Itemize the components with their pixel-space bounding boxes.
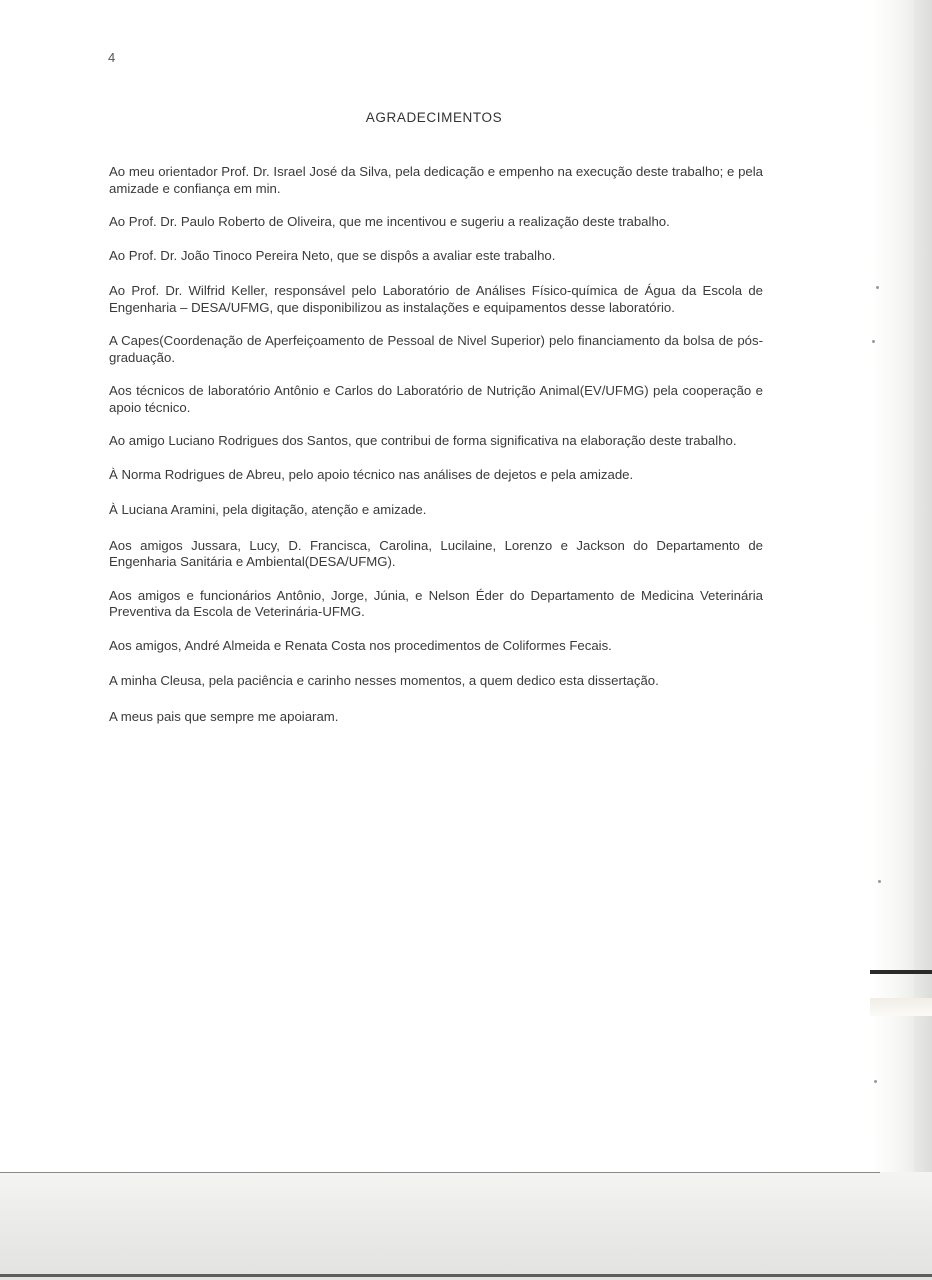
paragraph: A Capes(Coordenação de Aperfeiçoamento de Pessoal de Nivel Superior) pelo financiamento da bolsa de pós-graduação. xyxy=(109,333,763,365)
paragraph: À Norma Rodrigues de Abreu, pelo apoio técnico nas análises de dejetos e pela amizade. xyxy=(109,466,634,482)
scan-speck xyxy=(876,286,879,289)
scan-speck xyxy=(874,1080,877,1083)
paragraph: Aos amigos, André Almeida e Renata Costa nos procedimentos de Coliformes Fecais. xyxy=(109,637,612,653)
paragraph: A meus pais que sempre me apoiaram. xyxy=(109,708,339,724)
page-right-edge-dark xyxy=(914,0,932,1280)
paragraph: Aos técnicos de laboratório Antônio e Carlos do Laboratório de Nutrição Animal(EV/UFMG) pela cooperação e apoio técnico. xyxy=(109,383,763,415)
paragraph: Ao Prof. Dr. João Tinoco Pereira Neto, que se dispôs a avaliar este trabalho. xyxy=(109,247,556,263)
acknowledgements-body xyxy=(109,164,763,744)
paragraph: Ao Prof. Dr. Wilfrid Keller, responsável pelo Laboratório de Análises Físico-química de Água da Escola de Engenharia – DESA/UFMG, que disponibilizou as instalações e equipamentos desse laboratório. xyxy=(109,283,763,315)
paragraph: A minha Cleusa, pela paciência e carinho nesses momentos, a quem dedico esta dissertação. xyxy=(109,673,659,688)
paragraph: À Luciana Aramini, pela digitação, atenção e amizade. xyxy=(109,502,427,517)
page-number: 4 xyxy=(108,50,116,65)
bottom-edge-dark-line xyxy=(0,1274,932,1277)
paragraph: Ao meu orientador Prof. Dr. Israel José da Silva, pela dedicação e empenho na execução deste trabalho; e pela amizade e confiança em min. xyxy=(109,164,763,196)
scan-speck xyxy=(872,340,875,343)
bottom-edge-line xyxy=(0,1172,880,1173)
page-bottom-strip xyxy=(0,1172,932,1280)
paragraph: Aos amigos Jussara, Lucy, D. Francisca, Carolina, Lucilaine, Lorenzo e Jackson do Departamento de Engenharia Sanitária e Ambiental(DESA/UFMG). xyxy=(109,537,763,569)
page-title: AGRADECIMENTOS xyxy=(365,110,503,125)
paragraph: Aos amigos e funcionários Antônio, Jorge, Júnia, e Nelson Éder do Departamento de Medicina Veterinária Preventiva da Escola de Veterinária-UFMG. xyxy=(109,587,763,619)
edge-divider-line xyxy=(870,970,932,974)
paragraph: Ao Prof. Dr. Paulo Roberto de Oliveira, que me incentivou e sugeriu a realização deste trabalho. xyxy=(109,214,670,229)
edge-paper-strip xyxy=(870,998,932,1016)
scan-speck xyxy=(878,880,881,883)
paragraph: Ao amigo Luciano Rodrigues dos Santos, que contribui de forma significativa na elaboração deste trabalho. xyxy=(109,433,737,448)
